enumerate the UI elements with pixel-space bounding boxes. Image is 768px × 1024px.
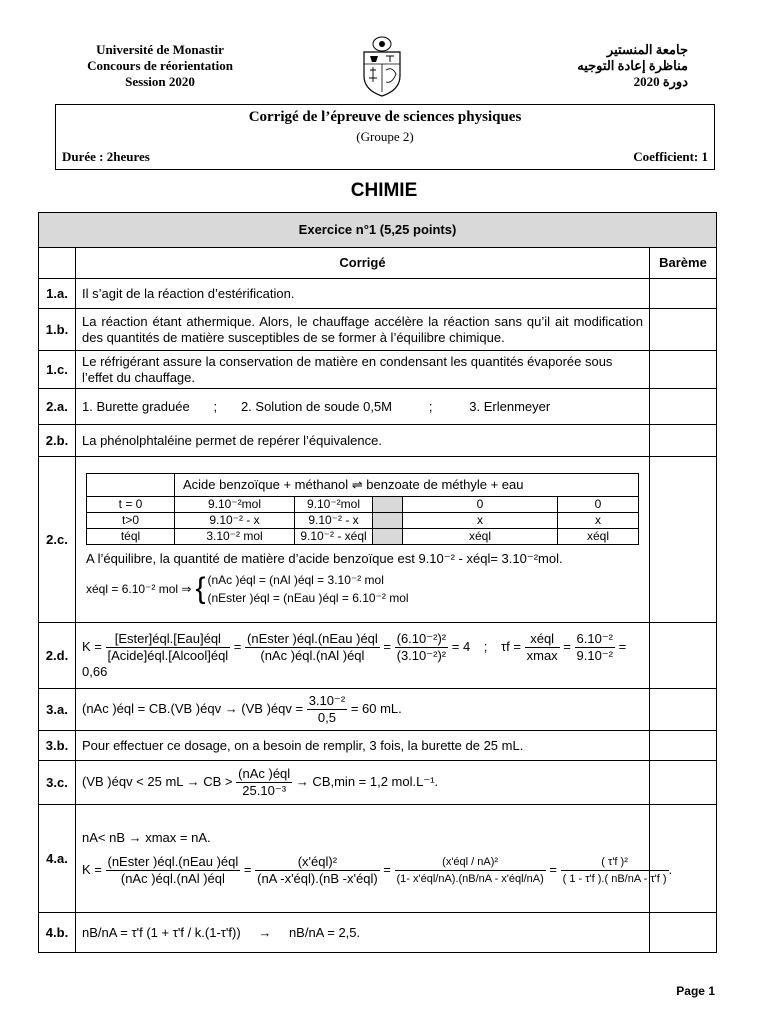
k-value: = 4 [451,638,471,654]
answer-formula: (VB )éqv < 25 mL → CB > $\frac{\text{(nAc )éql}}{\text{25.10⁻³}}$ → CB,min = 1,2 mol.L⁻¹. [76,761,650,805]
university-header-fr [60,42,260,90]
fraction: $\frac{\text{(nEster )éql.(nEau )éql}}{\text{(nAc )éql.(nAl )éql}}$ [247,631,378,663]
answer-text: Pour effectuer ce dosage, on a besoin de remplir, 3 fois, la burette de 25 mL. [76,731,650,761]
question-number: 4.a. [39,805,76,913]
question-number: 3.c. [39,761,76,805]
table-cell: 9.10⁻² - x [295,512,373,528]
k-label: K = [82,861,102,877]
equilibrium-system [86,571,639,607]
table-row [39,805,717,913]
answer-text: La phénolphtaléine permet de repérer l’équivalence. [76,425,650,457]
fraction: $\frac{\text{6.10⁻²}}{\text{9.10⁻²}}$ [576,631,614,663]
table-row [39,913,717,953]
tau-value: = 0,66 [82,638,627,679]
system-line-1: (nAc )éql = (nAl )éql = 3.10⁻² mol [207,572,384,587]
table-row [39,389,717,425]
question-number: 1.a. [39,279,76,309]
answer-text: Le réfrigérant assure la conservation de matière en condensant les quantités évaporée sous l’effet du chauffage. [76,351,650,389]
answer-formula: (nAc )éql = CB.(VB )éqv → (VB )éqv = $\frac{\text{3.10⁻²}}{0,5}$ = 60 mL. [76,689,650,731]
fraction: $\frac{\text{[Ester]éql.[Eau]éql}}{\text{[Acide]éql.[Alcool]éql}}$ [107,631,229,663]
equation-row [87,473,639,496]
exercise-header-row [39,213,717,248]
question-number: 2.b. [39,425,76,457]
table-row [87,528,639,544]
document-title: Corrigé de l’épreuve de sciences physiques [248,109,522,125]
table-row [39,689,717,731]
correction-table [38,212,717,953]
fraction: $\frac{\text{(nEster )éql.(nEau )éql}}{\text{(nAc )éql.(nAl )éql}}$ [107,854,239,886]
table-row [39,279,717,309]
table-cell: téql [87,528,175,544]
score-cell [649,309,716,351]
table-row [39,623,717,689]
fraction: $\frac{\text{3.10⁻²}}{0,5}$ [308,693,346,725]
table-row [39,731,717,761]
table-row [39,351,717,389]
item-burette: 1. Burette graduée [82,398,190,414]
question-number: 1.c. [39,351,76,389]
fraction: $\frac{\text{(x'éql / nA)²}}{\text{(1- x'éql/nA).(nB/nA - x'éql/nA)}}$ [396,856,544,885]
table-cell: 9.10⁻²mol [295,496,373,512]
contest-name-ar: مناظرة إعادة التوجيه [577,58,688,73]
table-row [39,309,717,351]
coefficient-label: Coefficient: 1 [633,149,708,164]
page-number: Page 1 [676,984,715,998]
fraction: $\frac{\text{(6.10⁻²)²}}{\text{(3.10⁻²)²}}$ [396,631,447,663]
session-label: Session 2020 [125,74,195,89]
equilibrium-text: A l’équilibre, la quantité de matière d’acide benzoïque est 9.10⁻² - xéql= 3.10⁻²mol. [86,550,563,566]
contest-name: Concours de réorientation [87,58,233,73]
separator: ; [483,638,488,654]
question-number: 1.b. [39,309,76,351]
table-row [39,457,717,623]
fraction: $\frac{\text{(nAc )éql}}{\text{25.10⁻³}}$ [238,766,291,798]
answer-text [76,389,650,425]
separator: ; [213,398,218,414]
shaded-cell [373,496,403,512]
answer-text: Il s’agit de la réaction d’estérification. [76,279,650,309]
table-cell: 9.10⁻²mol [175,496,295,512]
table-row [87,496,639,512]
system-line-2: (nEster )éql = (nEau )éql = 6.10⁻² mol [207,590,409,605]
advancement-table [86,473,639,545]
arrow-icon: → [258,924,272,940]
k-label: K = [82,638,102,654]
answer-formula: K = $\frac{\text{[Ester]éql.[Eau]éql}}{\text{[Acide]éql.[Alcool]éql}}$ = $\frac{\text{(nEster )éql.(nEau )éql}}{\text{(nAc )éql.(nAl )éql}}$ = $\frac{\text{(6.10⁻²)²}}{\text{(3.10⁻²)²}}$ = 4 ; τf = $\frac{\text{xéql}}{xmax}$ = $\frac{\text{6.10⁻²}}{\text{9.10⁻²}}$ = 0,66 [76,623,650,689]
question-number: 2.d. [39,623,76,689]
shaded-cell [373,528,403,544]
score-cell [649,279,716,309]
separator: ; [428,398,433,414]
answer-cell [76,457,650,623]
table-row [39,761,717,805]
score-cell [649,389,716,425]
fraction: $\frac{\text{(x'éql)²}}{\text{(nA -x'éql).(nB -x'éql)}}$ [257,854,378,886]
table-cell: 9.10⁻² - x [175,512,295,528]
section-title: CHIMIE [350,180,418,201]
title-box [55,104,715,170]
question-number: 3.b. [39,731,76,761]
tunisia-emblem-icon [356,34,408,98]
duration-label: Durée : 2heures [62,149,150,164]
fraction: $\frac{\text{( τ'f )²}}{( 1 - \tau'f ).( nB/nA - \tau'f )}$ [562,856,667,885]
reaction-equation: Acide benzoïque + méthanol ⇌ benzoate de méthyle + eau [175,473,639,496]
table-cell: t = 0 [87,496,175,512]
university-name: Université de Monastir [96,42,224,57]
score-cell [649,351,716,389]
score-cell [649,457,716,623]
tau-label: τf = [501,638,521,654]
university-header-ar [548,42,688,90]
table-cell: 3.10⁻² mol [175,528,295,544]
table-cell: xéql [403,528,558,544]
score-cell [649,761,716,805]
question-number: 2.c. [39,457,76,623]
col-corrige: Corrigé [76,248,650,279]
answer-formula: nB/nA = τ'f (1 + τ'f / k.(1-τ'f)) → nB/nA = 2,5. [76,913,650,953]
table-cell: xéql [558,528,639,544]
col-bareme: Barème [649,248,716,279]
fraction: $\frac{\text{xéql}}{xmax}$ [526,631,558,663]
question-number: 3.a. [39,689,76,731]
table-cell: t>0 [87,512,175,528]
table-cell: 0 [403,496,558,512]
score-cell [649,425,716,457]
xmax-line: nA< nB → xmax = nA. [82,830,211,845]
score-cell [649,623,716,689]
exercise-title: Exercice n°1 (5,25 points) [39,213,717,248]
column-header-row [39,248,717,279]
answer-text: La réaction étant athermique. Alors, le chauffage accélère la réaction sans qu’il ait modification des quantités de matière susceptibles de se former à l’équilibre chimique. [76,309,650,351]
answer-formula: nA< nB → xmax = nA. K = $\frac{\text{(nEster )éql.(nEau )éql}}{\text{(nAc )éql.(nAl )éql}}$ = $\frac{\text{(x'éql)²}}{\text{(nA -x'éql).(nB -x'éql)}}$ = $\frac{\text{(x'éql / nA)²}}{\text{(1- x'éql/nA).(nB/nA - x'éql/nA)}}$ = $\frac{\text{( τ'f )²}}{( 1 - \tau'f ).( nB/nA - \tau'f )}$ . [76,805,650,913]
score-cell [649,689,716,731]
table-cell: 9.10⁻² - xéql [295,528,373,544]
brace-icon: { [195,571,206,605]
score-cell [649,731,716,761]
question-number: 2.a. [39,389,76,425]
table-cell: x [403,512,558,528]
item-soude: 2. Solution de soude 0,5M [240,398,393,414]
university-name-ar: جامعة المنستير [606,42,688,57]
xeql-value: xéql = 6.10⁻² mol ⇒ [86,581,192,596]
group-label: (Groupe 2) [356,129,414,144]
table-cell: x [558,512,639,528]
table-row [87,512,639,528]
score-cell [649,913,716,953]
table-cell: 0 [558,496,639,512]
table-row [39,425,717,457]
session-label-ar: دورة 2020 [633,74,688,89]
shaded-cell [373,512,403,528]
question-number: 4.b. [39,913,76,953]
item-erlenmeyer: 3. Erlenmeyer [469,398,551,414]
